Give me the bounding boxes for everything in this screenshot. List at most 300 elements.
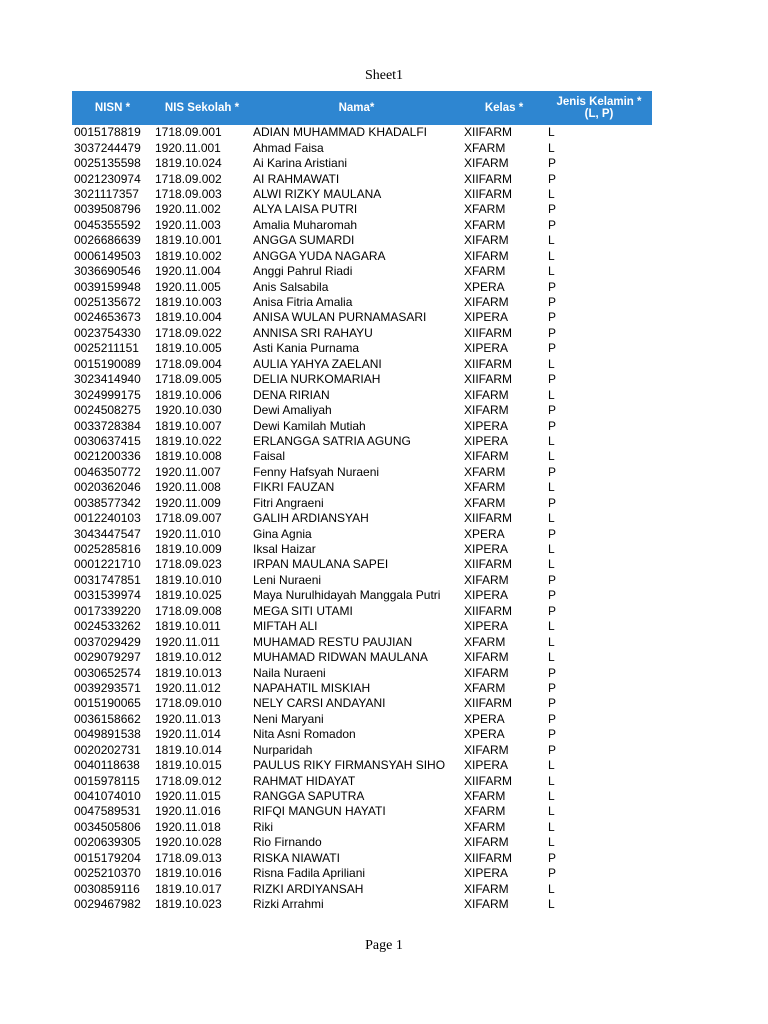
cell-nis-sekolah[interactable]: 1718.09.007	[155, 511, 222, 526]
cell-nama[interactable]: PAULUS RIKY FIRMANSYAH SIHO	[253, 758, 446, 773]
cell-nis-sekolah[interactable]: 1920.10.028	[155, 835, 222, 850]
cell-kelas[interactable]: XIPERA	[464, 619, 509, 634]
cell-nis-sekolah[interactable]: 1819.10.017	[155, 881, 222, 896]
cell-nama[interactable]: NELY CARSI ANDAYANI	[253, 696, 386, 711]
cell-jenis-kelamin[interactable]: P	[548, 341, 557, 356]
table-row	[72, 202, 652, 217]
cell-kelas[interactable]: XIFARM	[464, 295, 509, 310]
cell-nis-sekolah[interactable]: 1718.09.001	[155, 125, 222, 140]
cell-jenis-kelamin[interactable]: P	[548, 603, 557, 618]
cell-nisn[interactable]: 3037244479	[74, 140, 141, 155]
cell-nisn[interactable]: 0030859116	[74, 881, 140, 896]
cell-nisn[interactable]: 0049891538	[74, 727, 141, 742]
cell-jenis-kelamin[interactable]: P	[548, 866, 557, 881]
cell-jenis-kelamin[interactable]: P	[548, 495, 557, 510]
table-row	[72, 233, 652, 248]
cell-kelas[interactable]: XIFARM	[464, 742, 509, 757]
cell-nisn[interactable]: 0024653673	[74, 310, 141, 325]
cell-jenis-kelamin[interactable]: L	[548, 248, 555, 263]
cell-jenis-kelamin[interactable]: L	[548, 264, 555, 279]
cell-nama[interactable]: Gina Agnia	[253, 526, 312, 541]
cell-kelas[interactable]: XIFARM	[464, 881, 509, 896]
cell-nis-sekolah[interactable]: 1920.11.003	[155, 217, 221, 232]
table-row	[72, 820, 652, 835]
cell-kelas[interactable]: XFARM	[464, 804, 506, 819]
cell-nisn[interactable]: 0021200336	[74, 449, 141, 464]
cell-nisn[interactable]: 0015179204	[74, 850, 141, 865]
cell-kelas[interactable]: XIPERA	[464, 310, 509, 325]
cell-nama[interactable]: ADIAN MUHAMMAD KHADALFI	[253, 125, 428, 140]
cell-nis-sekolah[interactable]: 1920.11.002	[155, 202, 221, 217]
table-row	[72, 881, 652, 896]
table-row	[72, 187, 652, 202]
cell-nisn[interactable]: 0015190089	[74, 356, 141, 371]
cell-kelas[interactable]: XIFARM	[464, 572, 509, 587]
table-row	[72, 634, 652, 649]
cell-nama[interactable]: DENA RIRIAN	[253, 387, 330, 402]
cell-nis-sekolah[interactable]: 1819.10.023	[155, 897, 222, 912]
cell-nama[interactable]: RAHMAT HIDAYAT	[253, 773, 356, 788]
table-row	[72, 681, 652, 696]
cell-kelas[interactable]: XFARM	[464, 680, 506, 695]
cell-jenis-kelamin[interactable]: L	[548, 758, 555, 773]
table-row	[72, 496, 652, 511]
cell-nisn[interactable]: 0023754330	[74, 325, 141, 340]
cell-nama[interactable]: Dewi Amaliyah	[253, 403, 332, 418]
cell-nis-sekolah[interactable]: 1819.10.002	[155, 248, 222, 263]
table-row	[72, 650, 652, 665]
cell-jenis-kelamin[interactable]: L	[548, 789, 555, 804]
cell-kelas[interactable]: XIPERA	[464, 758, 509, 773]
cell-nama[interactable]: Fitri Angraeni	[253, 495, 324, 510]
cell-kelas[interactable]: XFARM	[464, 495, 506, 510]
cell-nisn[interactable]: 0036158662	[74, 711, 141, 726]
cell-jenis-kelamin[interactable]: P	[548, 727, 557, 742]
cell-nama[interactable]: NAPAHATIL MISKIAH	[253, 680, 371, 695]
cell-nis-sekolah[interactable]: 1920.11.018	[155, 819, 221, 834]
cell-nisn[interactable]: 0039159948	[74, 279, 141, 294]
cell-nama[interactable]: ALYA LAISA PUTRI	[253, 202, 358, 217]
cell-nama[interactable]: ANGGA SUMARDI	[253, 233, 355, 248]
cell-nis-sekolah[interactable]: 1819.10.016	[155, 866, 222, 881]
cell-jenis-kelamin[interactable]: P	[548, 156, 557, 171]
cell-nisn[interactable]: 3043447547	[74, 526, 141, 541]
table-header	[72, 91, 652, 125]
cell-nis-sekolah[interactable]: 1718.09.022	[155, 325, 222, 340]
cell-kelas[interactable]: XIIFARM	[464, 696, 513, 711]
table-row	[72, 279, 652, 294]
cell-kelas[interactable]: XIPERA	[464, 866, 509, 881]
cell-nis-sekolah[interactable]: 1920.11.011	[155, 634, 220, 649]
cell-nis-sekolah[interactable]: 1819.10.008	[155, 449, 222, 464]
cell-jenis-kelamin[interactable]: L	[548, 387, 555, 402]
table-row	[72, 140, 652, 155]
table-row	[72, 727, 652, 742]
table-row	[72, 264, 652, 279]
cell-kelas[interactable]: XIFARM	[464, 233, 509, 248]
cell-nis-sekolah[interactable]: 1718.09.005	[155, 372, 222, 387]
cell-nama[interactable]: Iksal Haizar	[253, 542, 316, 557]
cell-kelas[interactable]: XIPERA	[464, 341, 509, 356]
cell-nisn[interactable]: 0029079297	[74, 650, 141, 665]
cell-jenis-kelamin[interactable]: L	[548, 186, 555, 201]
cell-nis-sekolah[interactable]: 1819.10.004	[155, 310, 222, 325]
cell-nisn[interactable]: 0038577342	[74, 495, 141, 510]
cell-nama[interactable]: Ahmad Faisa	[253, 140, 324, 155]
cell-nis-sekolah[interactable]: 1819.10.015	[155, 758, 222, 773]
cell-kelas[interactable]: XPERA	[464, 526, 505, 541]
cell-jenis-kelamin[interactable]: L	[548, 542, 555, 557]
cell-jenis-kelamin[interactable]: P	[548, 572, 557, 587]
cell-nama[interactable]: ERLANGGA SATRIA AGUNG	[253, 433, 411, 448]
cell-nama[interactable]: Risna Fadila Apriliani	[253, 866, 366, 881]
cell-nis-sekolah[interactable]: 1819.10.024	[155, 156, 222, 171]
header-nisn[interactable]: NISN *	[72, 91, 153, 125]
cell-kelas[interactable]: XIFARM	[464, 835, 509, 850]
cell-nama[interactable]: Amalia Muharomah	[253, 217, 358, 232]
cell-kelas[interactable]: XFARM	[464, 202, 506, 217]
cell-nama[interactable]: Anis Salsabila	[253, 279, 329, 294]
cell-kelas[interactable]: XIFARM	[464, 665, 509, 680]
cell-nis-sekolah[interactable]: 1718.09.003	[155, 186, 222, 201]
cell-nama[interactable]: Maya Nurulhidayah Manggala Putri	[253, 588, 441, 603]
table-row	[72, 804, 652, 819]
cell-kelas[interactable]: XIPERA	[464, 542, 509, 557]
cell-nama[interactable]: FIKRI FAUZAN	[253, 480, 335, 495]
cell-kelas[interactable]: XIIFARM	[464, 186, 513, 201]
cell-nama[interactable]: MUHAMAD RESTU PAUJIAN	[253, 634, 413, 649]
cell-jenis-kelamin[interactable]: P	[548, 418, 557, 433]
table-row	[72, 480, 652, 495]
cell-nis-sekolah[interactable]: 1718.09.004	[155, 356, 222, 371]
table-row	[72, 851, 652, 866]
cell-jenis-kelamin[interactable]: L	[548, 125, 555, 140]
cell-kelas[interactable]: XIPERA	[464, 418, 509, 433]
cell-nis-sekolah[interactable]: 1920.11.013	[155, 711, 221, 726]
cell-nisn[interactable]: 0039293571	[74, 680, 141, 695]
cell-nama[interactable]: Rio Firnando	[253, 835, 322, 850]
cell-jenis-kelamin[interactable]: P	[548, 526, 557, 541]
cell-jenis-kelamin[interactable]: P	[548, 310, 557, 325]
cell-kelas[interactable]: XFARM	[464, 480, 506, 495]
cell-kelas[interactable]: XPERA	[464, 711, 505, 726]
cell-nisn[interactable]: 0025135672	[74, 295, 141, 310]
cell-nisn[interactable]: 0029467982	[74, 897, 141, 912]
cell-nisn[interactable]: 0020639305	[74, 835, 141, 850]
cell-kelas[interactable]: XIPERA	[464, 588, 509, 603]
cell-nis-sekolah[interactable]: 1920.10.030	[155, 403, 222, 418]
table-row	[72, 712, 652, 727]
cell-nis-sekolah[interactable]: 1718.09.012	[155, 773, 222, 788]
cell-nisn[interactable]: 3023414940	[74, 372, 141, 387]
cell-nis-sekolah[interactable]: 1718.09.010	[155, 696, 222, 711]
cell-nisn[interactable]: 0025211151	[74, 341, 139, 356]
cell-nama[interactable]: Rizki Arrahmi	[253, 897, 324, 912]
cell-kelas[interactable]: XPERA	[464, 727, 505, 742]
cell-nama[interactable]: Naila Nuraeni	[253, 665, 326, 680]
cell-nama[interactable]: AULIA YAHYA ZAELANI	[253, 356, 382, 371]
cell-jenis-kelamin[interactable]: L	[548, 634, 555, 649]
cell-nisn[interactable]: 0025285816	[74, 542, 141, 557]
cell-jenis-kelamin[interactable]: L	[548, 557, 555, 572]
cell-kelas[interactable]: XIIFARM	[464, 557, 513, 572]
cell-jenis-kelamin[interactable]: L	[548, 233, 555, 248]
cell-kelas[interactable]: XFARM	[464, 634, 506, 649]
cell-nama[interactable]: ANGGA YUDA NAGARA	[253, 248, 386, 263]
table-row	[72, 156, 652, 171]
cell-jenis-kelamin[interactable]: L	[548, 897, 555, 912]
table-row	[72, 295, 652, 310]
cell-nama[interactable]: RISKA NIAWATI	[253, 850, 340, 865]
cell-nama[interactable]: Ai Karina Aristiani	[253, 156, 348, 171]
table-row	[72, 387, 652, 402]
header-kelas[interactable]: Kelas *	[462, 91, 546, 125]
cell-nisn[interactable]: 0040118638	[74, 758, 140, 773]
cell-nisn[interactable]: 0006149503	[74, 248, 141, 263]
cell-kelas[interactable]: XIIFARM	[464, 603, 513, 618]
cell-kelas[interactable]: XIFARM	[464, 897, 509, 912]
cell-nama[interactable]: Nurparidah	[253, 742, 313, 757]
cell-jenis-kelamin[interactable]: L	[548, 433, 555, 448]
cell-nis-sekolah[interactable]: 1920.11.007	[155, 464, 221, 479]
cell-nama[interactable]: Nita Asni Romadon	[253, 727, 356, 742]
cell-nama[interactable]: MIFTAH ALI	[253, 619, 318, 634]
cell-nis-sekolah[interactable]: 1920.11.015	[155, 789, 221, 804]
cell-nama[interactable]: ANNISA SRI RAHAYU	[253, 325, 373, 340]
cell-nis-sekolah[interactable]: 1920.11.009	[155, 495, 221, 510]
table-row	[72, 171, 652, 186]
table-row	[72, 372, 652, 387]
cell-nisn[interactable]: 0030637415	[74, 433, 141, 448]
cell-kelas[interactable]: XPERA	[464, 279, 505, 294]
cell-nisn[interactable]: 0045355592	[74, 217, 141, 232]
cell-nis-sekolah[interactable]: 1819.10.006	[155, 387, 222, 402]
cell-kelas[interactable]: XIIFARM	[464, 773, 513, 788]
cell-nis-sekolah[interactable]: 1819.10.007	[155, 418, 222, 433]
cell-nisn[interactable]: 0025135598	[74, 156, 141, 171]
cell-nis-sekolah[interactable]: 1920.11.001	[155, 140, 221, 155]
cell-jenis-kelamin[interactable]: L	[548, 619, 555, 634]
cell-kelas[interactable]: XFARM	[464, 140, 506, 155]
cell-nisn[interactable]: 0001221710	[74, 557, 141, 572]
cell-jenis-kelamin[interactable]: P	[548, 711, 557, 726]
table-row	[72, 310, 652, 325]
table-row	[72, 696, 652, 711]
cell-jenis-kelamin[interactable]: L	[548, 650, 555, 665]
cell-nis-sekolah[interactable]: 1718.09.002	[155, 171, 222, 186]
cell-nis-sekolah[interactable]: 1819.10.010	[155, 572, 222, 587]
table-row	[72, 542, 652, 557]
cell-kelas[interactable]: XFARM	[464, 819, 506, 834]
cell-nisn[interactable]: 0033728384	[74, 418, 141, 433]
cell-nama[interactable]: AI RAHMAWATI	[253, 171, 340, 186]
cell-jenis-kelamin[interactable]: P	[548, 171, 557, 186]
cell-nisn[interactable]: 0039508796	[74, 202, 141, 217]
cell-nisn[interactable]: 0037029429	[74, 634, 141, 649]
cell-nisn[interactable]: 0012240103	[74, 511, 141, 526]
cell-nama[interactable]: GALIH ARDIANSYAH	[253, 511, 369, 526]
cell-nis-sekolah[interactable]: 1920.11.008	[155, 480, 221, 495]
cell-nama[interactable]: MUHAMAD RIDWAN MAULANA	[253, 650, 428, 665]
cell-nama[interactable]: RIFQI MANGUN HAYATI	[253, 804, 386, 819]
cell-jenis-kelamin[interactable]: L	[548, 511, 555, 526]
cell-nama[interactable]: IRPAN MAULANA SAPEI	[253, 557, 389, 572]
cell-jenis-kelamin[interactable]: L	[548, 804, 555, 819]
cell-nisn[interactable]: 0031539974	[74, 588, 141, 603]
cell-nama[interactable]: ANISA WULAN PURNAMASARI	[253, 310, 427, 325]
cell-nama[interactable]: ALWI RIZKY MAULANA	[253, 186, 382, 201]
table-row	[72, 897, 652, 912]
cell-nis-sekolah[interactable]: 1819.10.022	[155, 433, 222, 448]
cell-jenis-kelamin[interactable]: P	[548, 325, 557, 340]
header-row	[72, 91, 652, 125]
cell-jenis-kelamin[interactable]: L	[548, 819, 555, 834]
cell-nisn[interactable]: 0031747851	[74, 572, 141, 587]
cell-nisn[interactable]: 0026686639	[74, 233, 141, 248]
table-row	[72, 326, 652, 341]
cell-nisn[interactable]: 0015178819	[74, 125, 141, 140]
cell-kelas[interactable]: XIPERA	[464, 433, 509, 448]
student-table	[72, 91, 652, 912]
cell-jenis-kelamin[interactable]: P	[548, 665, 557, 680]
cell-nama[interactable]: Neni Maryani	[253, 711, 324, 726]
cell-nama[interactable]: RANGGA SAPUTRA	[253, 789, 365, 804]
cell-jenis-kelamin[interactable]: L	[548, 449, 555, 464]
header-nama[interactable]: Nama*	[251, 91, 462, 125]
cell-nis-sekolah[interactable]: 1819.10.001	[155, 233, 222, 248]
table-row	[72, 773, 652, 788]
cell-nama[interactable]: Anisa Fitria Amalia	[253, 295, 353, 310]
cell-nama[interactable]: Fenny Hafsyah Nuraeni	[253, 464, 380, 479]
cell-nisn[interactable]: 0034505806	[74, 819, 141, 834]
table-row	[72, 218, 652, 233]
cell-nis-sekolah[interactable]: 1819.10.014	[155, 742, 222, 757]
cell-jenis-kelamin[interactable]: P	[548, 588, 557, 603]
cell-nisn[interactable]: 0015978115	[74, 773, 140, 788]
cell-jenis-kelamin[interactable]: P	[548, 403, 557, 418]
cell-nama[interactable]: Asti Kania Purnama	[253, 341, 360, 356]
cell-nis-sekolah[interactable]: 1819.10.012	[155, 650, 222, 665]
cell-kelas[interactable]: XIFARM	[464, 156, 509, 171]
cell-nisn[interactable]: 0024533262	[74, 619, 141, 634]
cell-nama[interactable]: MEGA SITI UTAMI	[253, 603, 353, 618]
cell-jenis-kelamin[interactable]: L	[548, 480, 555, 495]
cell-nisn[interactable]: 0030652574	[74, 665, 141, 680]
cell-nis-sekolah[interactable]: 1920.11.014	[155, 727, 221, 742]
cell-nis-sekolah[interactable]: 1920.11.010	[155, 526, 221, 541]
cell-kelas[interactable]: XIIFARM	[464, 356, 513, 371]
cell-kelas[interactable]: XFARM	[464, 789, 506, 804]
cell-nisn[interactable]: 0024508275	[74, 403, 141, 418]
cell-nama[interactable]: RIZKI ARDIYANSAH	[253, 881, 364, 896]
table-row	[72, 511, 652, 526]
cell-nisn[interactable]: 0046350772	[74, 464, 141, 479]
cell-nisn[interactable]: 0017339220	[74, 603, 141, 618]
cell-nis-sekolah[interactable]: 1920.11.004	[155, 264, 221, 279]
cell-kelas[interactable]: XIFARM	[464, 449, 509, 464]
cell-nis-sekolah[interactable]: 1920.11.016	[155, 804, 221, 819]
cell-kelas[interactable]: XIIFARM	[464, 125, 513, 140]
sheet-title: Sheet1	[364, 68, 404, 83]
cell-nis-sekolah[interactable]: 1819.10.025	[155, 588, 222, 603]
cell-jenis-kelamin[interactable]: L	[548, 881, 555, 896]
cell-kelas[interactable]: XIIFARM	[464, 372, 513, 387]
cell-nisn[interactable]: 3036690546	[74, 264, 141, 279]
cell-kelas[interactable]: XIIFARM	[464, 850, 513, 865]
cell-kelas[interactable]: XIFARM	[464, 403, 509, 418]
header-jenis-kelamin[interactable]	[546, 91, 652, 125]
cell-nisn[interactable]: 3021117357	[74, 186, 139, 201]
cell-jenis-kelamin[interactable]: L	[548, 356, 555, 371]
cell-kelas[interactable]: XIFARM	[464, 248, 509, 263]
table-row	[72, 357, 652, 372]
cell-nisn[interactable]: 0020362046	[74, 480, 141, 495]
table-row	[72, 835, 652, 850]
cell-jenis-kelamin[interactable]: L	[548, 140, 555, 155]
cell-nama[interactable]: Riki	[253, 819, 273, 834]
cell-kelas[interactable]: XFARM	[464, 264, 506, 279]
cell-nisn[interactable]: 0041074010	[74, 789, 141, 804]
cell-nis-sekolah[interactable]: 1819.10.003	[155, 295, 222, 310]
cell-nis-sekolah[interactable]: 1920.11.005	[155, 279, 221, 294]
cell-kelas[interactable]: XFARM	[464, 217, 506, 232]
cell-nisn[interactable]: 0020202731	[74, 742, 141, 757]
cell-nis-sekolah[interactable]: 1718.09.023	[155, 557, 222, 572]
cell-nisn[interactable]: 0015190065	[74, 696, 141, 711]
cell-jenis-kelamin[interactable]: L	[548, 773, 555, 788]
cell-jenis-kelamin[interactable]: P	[548, 464, 557, 479]
cell-jenis-kelamin[interactable]: P	[548, 295, 557, 310]
cell-jenis-kelamin[interactable]: P	[548, 850, 557, 865]
cell-kelas[interactable]: XIIFARM	[464, 511, 513, 526]
cell-kelas[interactable]: XFARM	[464, 464, 506, 479]
cell-nama[interactable]: Dewi Kamilah Mutiah	[253, 418, 366, 433]
cell-nis-sekolah[interactable]: 1718.09.013	[155, 850, 222, 865]
table-row	[72, 249, 652, 264]
cell-kelas[interactable]: XIIFARM	[464, 171, 513, 186]
cell-nisn[interactable]: 0021230974	[74, 171, 141, 186]
cell-nis-sekolah[interactable]: 1819.10.011	[155, 619, 221, 634]
cell-jenis-kelamin[interactable]: P	[548, 742, 557, 757]
cell-jenis-kelamin[interactable]: P	[548, 372, 557, 387]
cell-nama[interactable]: Anggi Pahrul Riadi	[253, 264, 353, 279]
cell-nis-sekolah[interactable]: 1718.09.008	[155, 603, 222, 618]
cell-nama[interactable]: Faisal	[253, 449, 286, 464]
cell-nisn[interactable]: 0047589531	[74, 804, 141, 819]
cell-jenis-kelamin[interactable]: P	[548, 217, 557, 232]
cell-kelas[interactable]: XIFARM	[464, 650, 509, 665]
header-nis-sekolah[interactable]: NIS Sekolah *	[153, 91, 251, 125]
cell-jenis-kelamin[interactable]: P	[548, 202, 557, 217]
cell-nis-sekolah[interactable]: 1819.10.009	[155, 542, 222, 557]
cell-nis-sekolah[interactable]: 1819.10.013	[155, 665, 222, 680]
cell-nis-sekolah[interactable]: 1920.11.012	[155, 680, 221, 695]
table-row	[72, 434, 652, 449]
cell-nisn[interactable]: 3024999175	[74, 387, 141, 402]
cell-jenis-kelamin[interactable]: P	[548, 680, 557, 695]
cell-kelas[interactable]: XIFARM	[464, 387, 509, 402]
cell-nama[interactable]: DELIA NURKOMARIAH	[253, 372, 381, 387]
cell-nis-sekolah[interactable]: 1819.10.005	[155, 341, 222, 356]
cell-jenis-kelamin[interactable]: P	[548, 696, 557, 711]
cell-jenis-kelamin[interactable]: P	[548, 279, 557, 294]
cell-nama[interactable]: Leni Nuraeni	[253, 572, 322, 587]
cell-jenis-kelamin[interactable]: L	[548, 835, 555, 850]
cell-nisn[interactable]: 0025210370	[74, 866, 141, 881]
table-row	[72, 403, 652, 418]
table-row	[72, 866, 652, 881]
cell-kelas[interactable]: XIIFARM	[464, 325, 513, 340]
